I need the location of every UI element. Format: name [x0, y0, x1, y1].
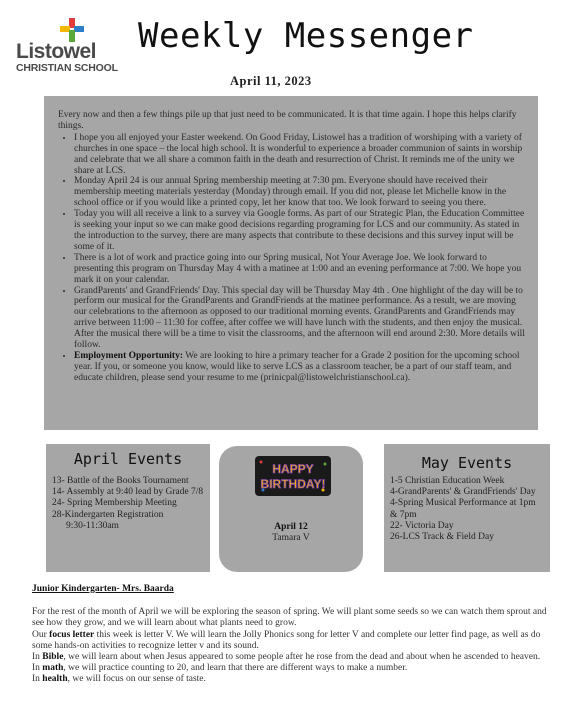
text-strong: health — [42, 674, 68, 685]
birthday-name: Tamara V — [272, 533, 310, 543]
school-logo — [14, 18, 134, 74]
badge-line-2: BIRTHDAY! — [260, 477, 326, 491]
jk-paragraph — [32, 630, 552, 652]
event-item: 24- Spring Membership Meeting — [52, 498, 177, 509]
announcement-text: I hope you all enjoyed your Easter weekend. On Good Friday, Listowel has a tradition of worshiping with a variety of churches in one space – the local high school. It is wonderful to experience a broader communion of saints in worship and celebrate that we all share a common faith in the death and resurrection of Christ. It reminds me of the unity we share at LCS. — [74, 132, 523, 176]
announcement-item — [74, 253, 528, 286]
announcement-text: Today you will all receive a link to a survey via Google forms. As part of our Strategic Plan, the Education Committee is seeking your input so we can make good decisions regarding programing for LCS and our community. As stated in the introduction to the survey, there are many aspects that contribute to these decisions and this survey input will be some of it. — [74, 209, 525, 252]
badge-line-1: HAPPY — [272, 462, 314, 476]
birthday-details — [219, 522, 363, 544]
school-subtitle: CHRISTIAN SCHOOL — [16, 62, 118, 74]
announcement-item — [74, 351, 528, 384]
april-events-heading: April Events — [73, 450, 183, 468]
text-run: , we will learn about when Jesus appeared to some people after he rose from the dead and about when he ascended to heaven. — [63, 652, 541, 663]
text-run: this week is letter V. We will learn the Jolly Phonics song for letter V and complete our letter find page, as well as do some hands-on activities to recognize letter v and its sound. — [32, 629, 541, 651]
jk-section — [32, 584, 552, 686]
issue-date: April 11, 2023 — [230, 74, 312, 88]
event-item: 13- Battle of the Books Tournament — [52, 476, 189, 486]
event-item: 1-5 Christian Education Week — [390, 476, 505, 486]
announcement-item — [74, 209, 528, 253]
announcement-list — [58, 133, 528, 384]
text-strong: focus letter — [49, 629, 95, 640]
jk-paragraph: For the rest of the month of April we will be exploring the season of spring. We will plant some seeds so we can watch them sprout and see how they grow, and we will learn about what plants need to grow. — [32, 607, 547, 629]
text-run: In — [32, 674, 43, 685]
announcement-text: GrandParents' and GrandFriends' Day. This special day will be Thursday May 4th . One highlight of the day will be to perform our musical for the GrandParents and GrandFriends at the matinee performance. As a result, we are moving our celebrations to the afternoon as opposed to our traditional morning events. GrandParents and GrandFriends may arrive between 11:00 – 11:30 for coffee, after coffee we will have lunch with the students, and then enjoy the musical. After the musical there will be a time to visit the classrooms, and the afternoon will end around 2:30. More details will follow. — [74, 285, 525, 351]
text-strong: math — [42, 663, 64, 674]
birthday-date: April 12 — [274, 522, 308, 532]
may-events-box — [384, 444, 550, 572]
announcement-text: There is a lot of work and practice going into our Spring musical, Not Your Average Joe. We look forward to presenting this program on Thursday May 4 with a matinee at 1:00 and an evening performance at 7:00. We hope you mark it on your calendar. — [74, 252, 522, 285]
event-item: 14- Assembly at 9:40 lead by Grade 7/8 — [52, 487, 204, 498]
announcement-item — [74, 286, 528, 351]
intro-text: Every now and then a few things pile up that just need to be communicated. It is that time again. I hope this helps clarify things. — [58, 110, 517, 131]
birthday-box — [219, 446, 363, 572]
may-events-list — [390, 476, 544, 543]
announcements-box — [44, 96, 538, 430]
event-item: 22- Victoria Day — [390, 520, 454, 531]
happy-birthday-badge-icon — [253, 454, 333, 498]
text-strong: Bible — [42, 652, 64, 663]
jk-paragraph — [32, 652, 552, 663]
page-title: Weekly Messenger — [138, 16, 474, 56]
jk-heading: Junior Kindergarten- Mrs. Baarda — [32, 584, 174, 594]
announcement-text: We are looking to hire a primary teacher for a Grade 2 position for the upcoming school year. If you, or someone you know, would like to serve LCS as a classroom teacher, be a part of our staff team, and educate children, please send your resume to me (prinicpal@listowelchristianschool.ca). — [74, 350, 520, 383]
jk-paragraph — [32, 663, 552, 674]
april-events-box — [46, 444, 210, 572]
text-run: , we will practice counting to 20, and learn that there are different ways to make a number. — [63, 663, 408, 674]
event-item: 26-LCS Track & Field Day — [390, 532, 494, 543]
announcement-item — [74, 133, 528, 177]
may-events-heading: May Events — [421, 454, 513, 472]
event-item: 9:30-11:30am — [66, 520, 119, 531]
event-item: 4-Spring Musical Performance at 1pm & 7pm — [390, 498, 536, 520]
text-run: In — [32, 663, 43, 674]
april-events-list — [52, 476, 204, 532]
announcement-strong: Employment Opportunity: — [74, 350, 183, 361]
announcement-item — [74, 176, 528, 209]
event-item: 4-GrandParents' & GrandFriends' Day — [390, 487, 536, 498]
jk-paragraph — [32, 674, 552, 685]
event-item: 28-Kindergarten Registration — [52, 509, 164, 520]
text-run: Our — [32, 629, 50, 640]
school-name: Listowel — [16, 40, 97, 63]
text-run: , we will focus on our sense of taste. — [67, 674, 206, 685]
announcement-text: Monday April 24 is our annual Spring membership meeting at 7:30 pm. Everyone should have received their membership meeting materials yesterday (Monday) through email. If you did not, please let Michelle know in the school office or if you would like a printed copy, let her know that too. We look forward to seeing you there. — [74, 176, 507, 209]
cross-logo-icon — [58, 18, 88, 42]
text-run: In — [32, 652, 43, 663]
